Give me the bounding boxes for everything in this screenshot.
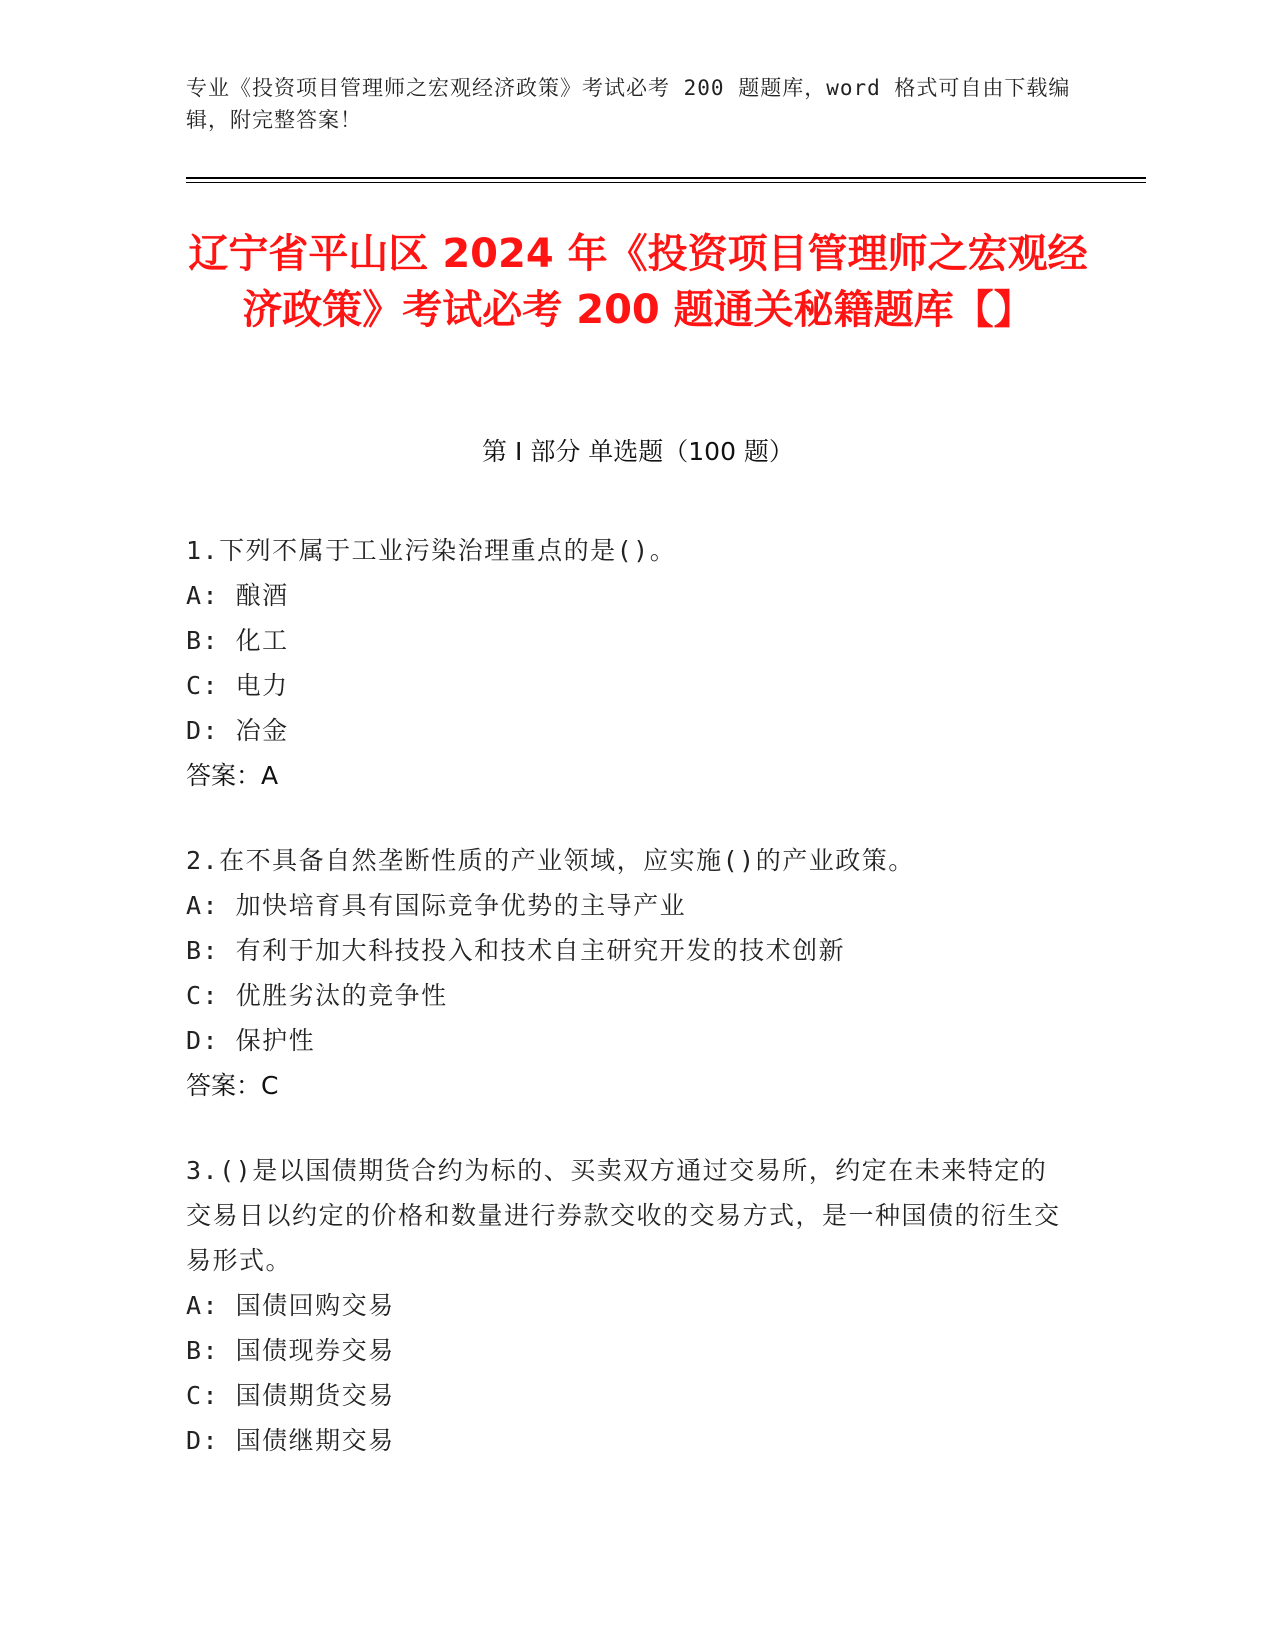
header-divider-top — [186, 177, 1146, 179]
question-item — [186, 838, 1066, 1108]
option-a: A: 加快培育具有国际竞争优势的主导产业 — [186, 891, 687, 920]
answer-line: 答案：A — [186, 761, 279, 790]
question-stem: 2.在不具备自然垄断性质的产业领域，应实施()的产业政策。 — [186, 846, 915, 875]
option-a: A: 国债回购交易 — [186, 1291, 395, 1320]
question-item — [186, 1148, 1066, 1463]
document-title: 辽宁省平山区 2024 年《投资项目管理师之宏观经济政策》考试必考 200 题通关秘籍题库【】 — [188, 231, 1088, 333]
option-a: A: 酿酒 — [186, 581, 289, 610]
header-note: 专业《投资项目管理师之宏观经济政策》考试必考 200 题题库，word 格式可自由下载编辑，附完整答案！ — [186, 76, 1071, 132]
option-b: B: 有利于加大科技投入和技术自主研究开发的技术创新 — [186, 936, 846, 965]
option-b: B: 化工 — [186, 626, 289, 655]
answer-line: 答案：C — [186, 1071, 279, 1100]
question-stem: 3.()是以国债期货合约为标的、买卖双方通过交易所，约定在未来特定的交易日以约定的价格和数量进行券款交收的交易方式，是一种国债的衍生交易形式。 — [186, 1156, 1061, 1275]
option-d: D: 保护性 — [186, 1026, 316, 1055]
question-list — [186, 528, 1066, 1503]
header-divider-bottom — [186, 182, 1146, 183]
section-heading: 第 I 部分 单选题（100 题） — [482, 437, 794, 466]
option-d: D: 国债继期交易 — [186, 1426, 395, 1455]
option-b: B: 国债现券交易 — [186, 1336, 395, 1365]
option-c: C: 优胜劣汰的竞争性 — [186, 981, 448, 1010]
question-item — [186, 528, 1066, 798]
option-d: D: 冶金 — [186, 716, 289, 745]
option-c: C: 电力 — [186, 671, 289, 700]
question-stem: 1.下列不属于工业污染治理重点的是()。 — [186, 536, 677, 565]
option-c: C: 国债期货交易 — [186, 1381, 395, 1410]
